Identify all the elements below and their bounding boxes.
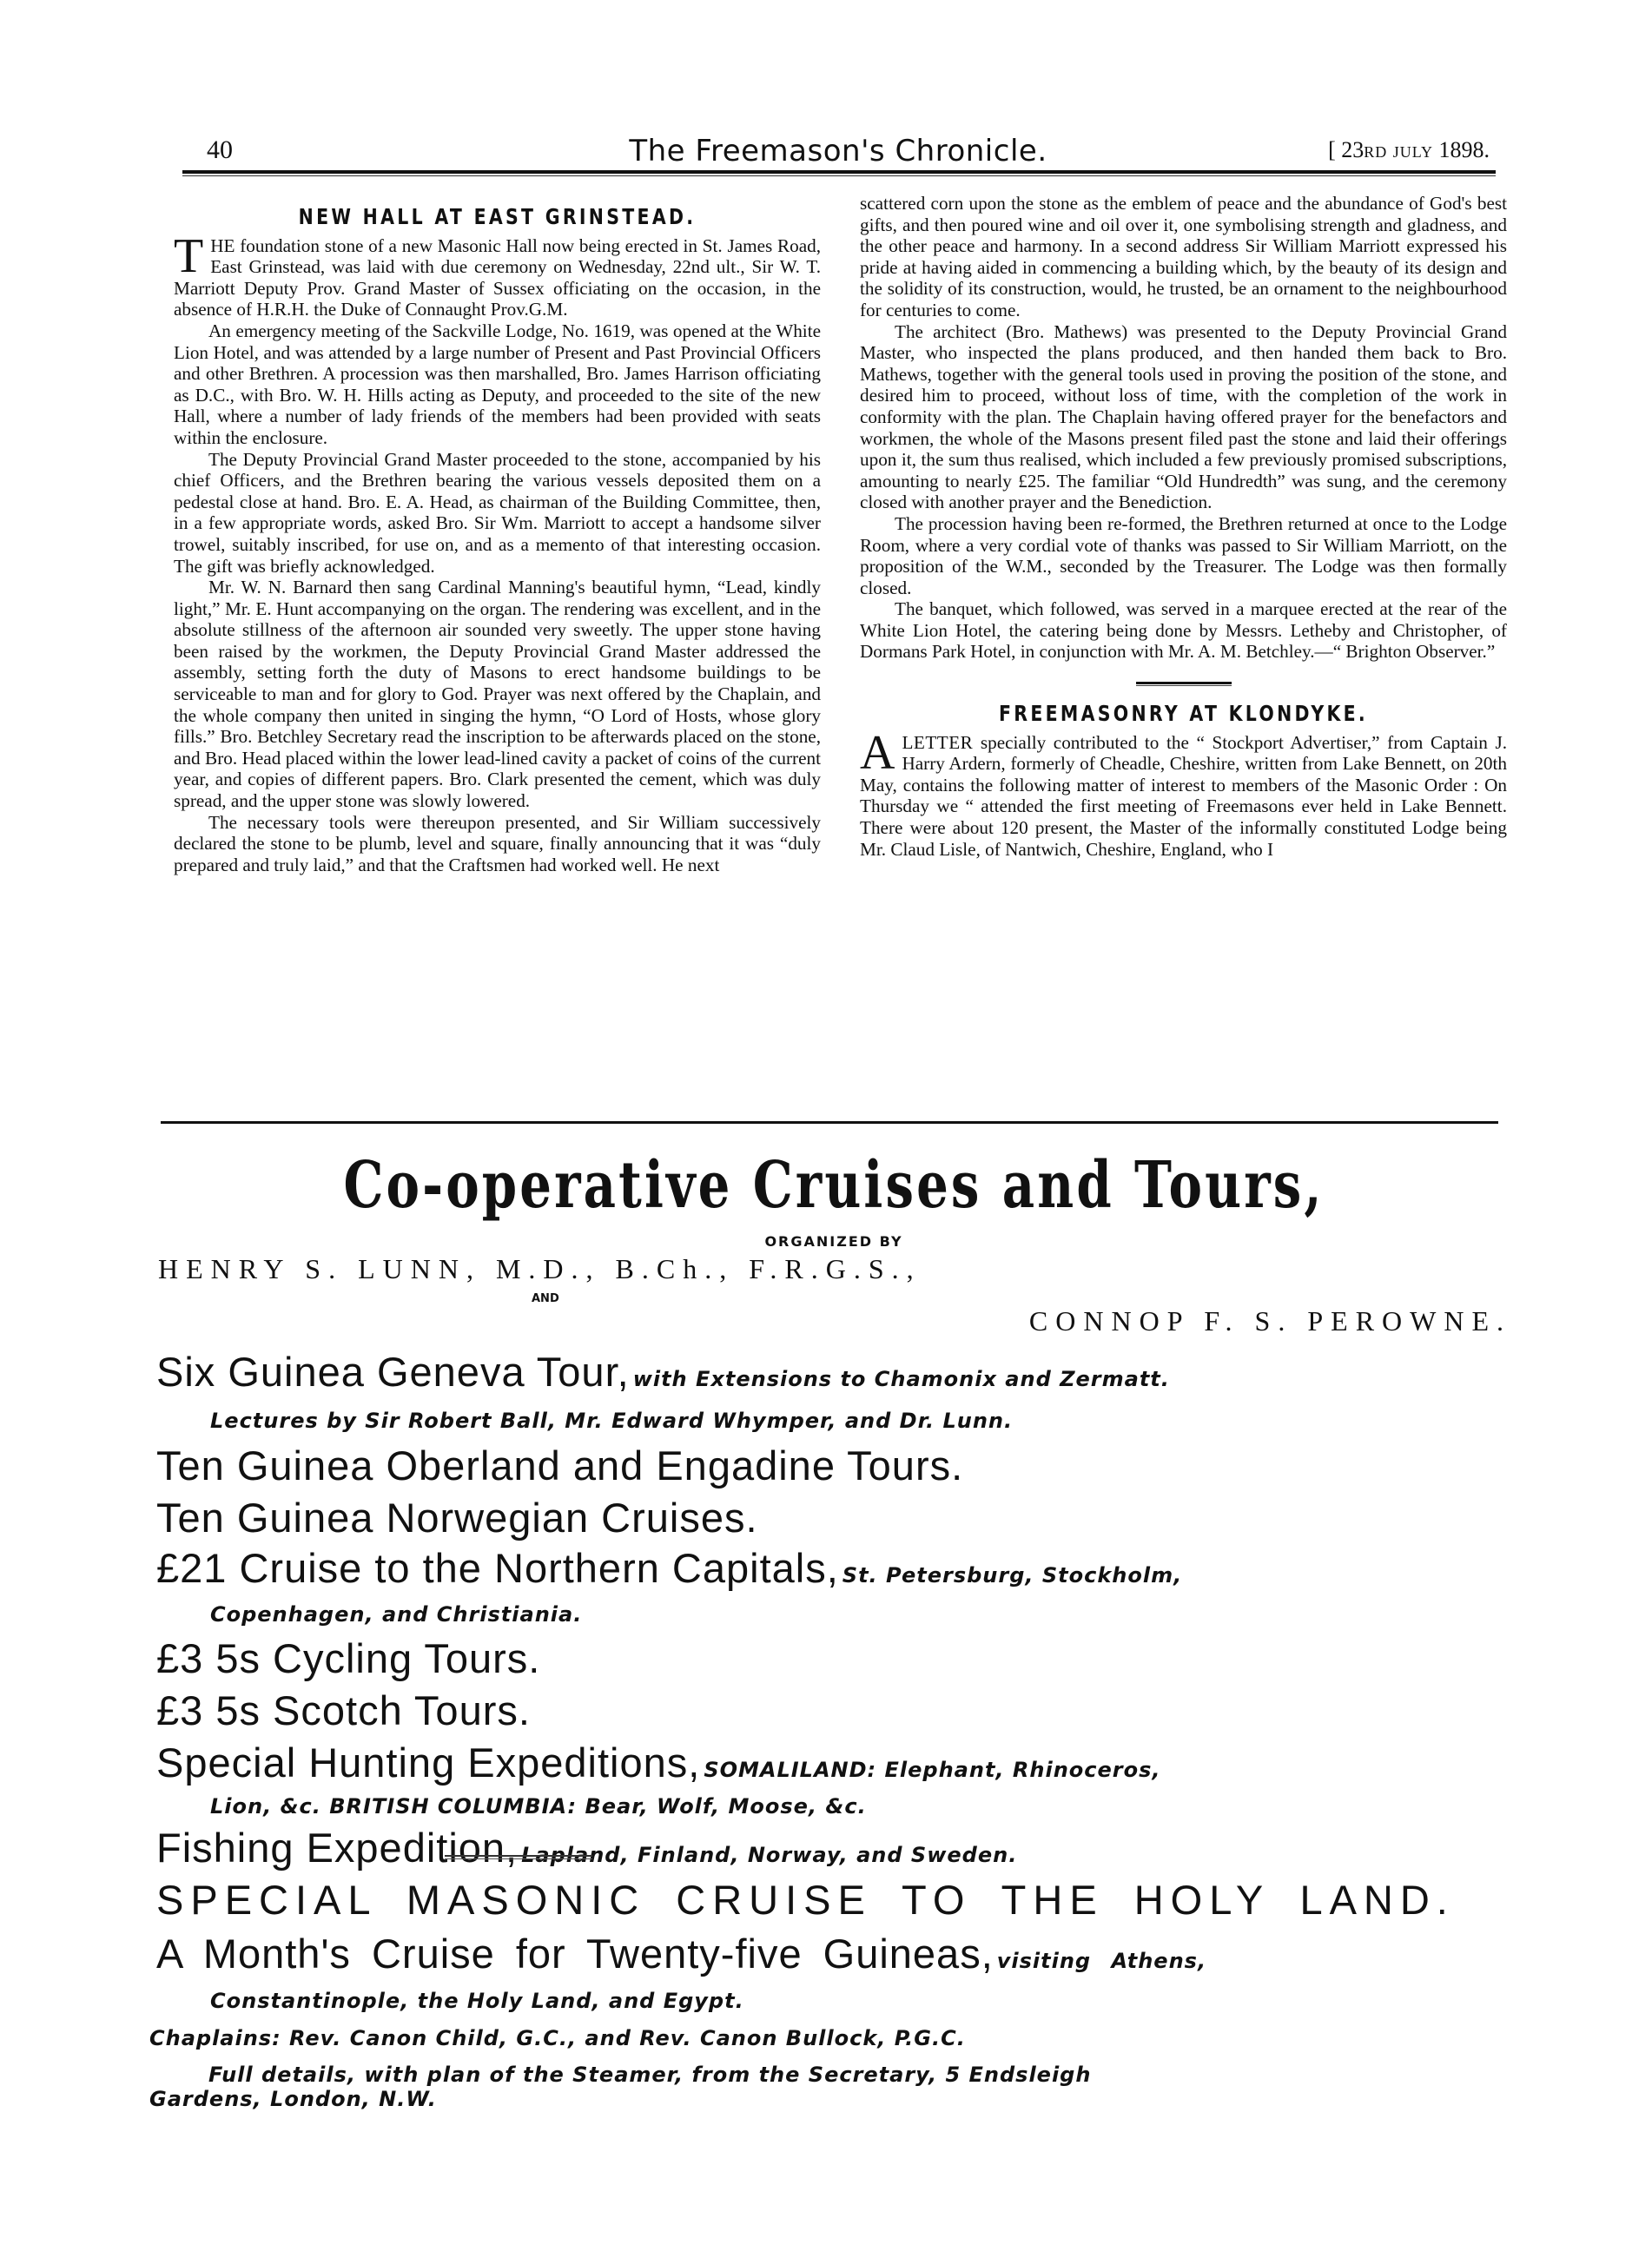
column-right: [860, 193, 1507, 860]
date-bracket: [: [1328, 137, 1336, 162]
page-header: [178, 129, 1498, 172]
issue-date: [1328, 137, 1490, 163]
holy-land-main: A Month's Cruise for Twenty-five Guineas,: [156, 1931, 994, 1977]
article-paragraph: The banquet, which followed, was served in a marquee erected at the rear of the White Lion Hotel, the catering being done by Messrs. Letheby and Christopher, of Dormans Park Hotel, in conjunction with Mr. A. M. Betchley.—“ Brighton Observer.”: [860, 598, 1507, 663]
holy-land-details-1: Full details, with plan of the Steamer, from the Secretary, 5 Endsleigh: [208, 2063, 1092, 2087]
ad-line-scotch: £3 5s Scotch Tours.: [156, 1687, 531, 1733]
ad-line-northern-capitals: [156, 1544, 1182, 1592]
date-year: 1898.: [1438, 137, 1490, 162]
holy-land-details-2: Gardens, London, N.W.: [149, 2087, 437, 2111]
header-rule: [182, 170, 1496, 176]
ad-title: Co-operative Cruises and Tours,: [343, 1148, 1325, 1223]
ad-line-main: Special Hunting Expeditions,: [156, 1739, 701, 1786]
ad-divider: [445, 1855, 592, 1859]
date-month: JULY: [1392, 143, 1433, 161]
ad-line-oberland: Ten Guinea Oberland and Engadine Tours.: [156, 1442, 964, 1489]
ad-organizer-1: HENRY S. LUNN, M.D., B.Ch., F.R.G.S.,: [158, 1253, 922, 1284]
page-number: 40: [207, 135, 233, 164]
ad-line-detail: with Extensions to Chamonix and Zermatt.: [632, 1367, 1170, 1391]
lead-caps: LETTER: [902, 731, 974, 753]
holy-land-detail-2: Constantinople, the Holy Land, and Egypt.: [210, 1989, 744, 2013]
ad-line-lectures: Lectures by Sir Robert Ball, Mr. Edward Whymper, and Dr. Lunn.: [210, 1409, 1014, 1433]
article-paragraph: The architect (Bro. Mathews) was presented to the Deputy Provincial Grand Master, who inspected the plans produced, and then handed them back to Bro. Mathews, together with the general tools used in proving the position of the stone, and desired him to proceed, without loss of time, with the completion of the work in conformity with the plan. The Chaplain having offered prayer for the benefactors and workmen, the whole of the Masons present filed past the stone and laid their offerings upon it, the sum thus realised, which included a few previously promised subscriptions, amounting to nearly £25. The familiar “Old Hundredth” was sung, and the ceremony closed with another prayer and the Benediction.: [860, 320, 1507, 513]
column-left: [174, 204, 821, 875]
drop-cap: A: [860, 725, 895, 780]
ad-line-british-columbia: Lion, &c. BRITISH COLUMBIA: Bear, Wolf, Moose, &c.: [210, 1794, 867, 1819]
article-paragraph: The procession having been re-formed, the Brethren returned at once to the Lodge Room, where a very cordial vote of thanks was passed to Sir William Marriott, on the proposition of the W.M., seconded by the Treasurer. The Lodge was then formally closed.: [860, 512, 1507, 598]
article-paragraph: An emergency meeting of the Sackville Lodge, No. 1619, was opened at the White Lion Hotel, and was attended by a large number of Present and Past Provincial Officers and other Brethren. A procession was then marshalled, Bro. James Harrison officiating as D.C., with Bro. W. H. Hills acting as Deputy, and proceeded to the site of the new Hall, where a number of lady friends of the members had been provided with seats within the enclosure.: [174, 320, 821, 448]
holy-land-chaplains: Chaplains: Rev. Canon Child, G.C., and Rev. Canon Bullock, P.G.C.: [149, 2026, 966, 2050]
drop-cap: T: [174, 228, 204, 283]
ad-line-main: Six Guinea Geneva Tour,: [156, 1349, 630, 1395]
advertisement-rule: [161, 1121, 1498, 1124]
ad-line-geneva: [156, 1348, 1170, 1396]
article-paragraph: [174, 228, 821, 320]
ad-organized-by: ORGANIZED BY: [764, 1233, 903, 1250]
ad-line-fishing: [156, 1824, 1017, 1871]
ad-line-copenhagen: Copenhagen, and Christiania.: [210, 1602, 583, 1627]
ad-organizer-2: CONNOP F. S. PEROWNE.: [1028, 1305, 1511, 1337]
section-divider: [1136, 682, 1232, 686]
date-suffix: RD: [1364, 143, 1388, 161]
article-paragraph: The Deputy Provincial Grand Master proceeded to the stone, accompanied by his chief Officers, and the Brethren bearing the various vessels deposited them on a pedestal close at hand. Bro. E. A. Head, as chairman of the Building Committee, then, in a few appropriate words, asked Bro. Sir Wm. Marriott to accept a handsome silver trowel, suitably inscribed, for use on, and as a memento of that interesting occasion. The gift was briefly acknowledged.: [174, 448, 821, 577]
article-paragraph: scattered corn upon the stone as the emblem of peace and the abundance of God's best gifts, and then poured wine and oil over it, one symbolising strength and gladness, and the other peace and harmony. In a second address Sir William Marriott expressed his pride at having aided in commencing a building which, by the beauty of its design and the solidity of its construction, would, he trusted, be an ornament to the neighbourhood for centuries to come.: [860, 193, 1507, 320]
article-headline: FREEMASONRY AT KLONDYKE.: [998, 701, 1369, 727]
ad-line-norwegian: Ten Guinea Norwegian Cruises.: [156, 1495, 758, 1541]
article-paragraph: Mr. W. N. Barnard then sang Cardinal Manning's beautiful hymn, “Lead, kindly light,” Mr. E. Hunt accompanying on the organ. The rendering was excellent, and in the absolute stillness of the afternoon air sounded very sweetly. The upper stone having been raised by the workmen, the Deputy Provincial Grand Master addressed the assembly, setting forth the duty of Masons to erect handsome buildings to be serviceable to man and for glory to God. Prayer was next offered by the Chaplain, and the whole company then united in singing the hymn, “O Lord of Hosts, whose glory fills.” Bro. Betchley Secretary read the inscription to be afterwards placed on the stone, and Bro. Head placed within the lower lead-lined cavity a packet of coins of the current year, and copies of different papers. Bro. Clark presented the cement, which was duly spread, and the upper stone was slowly lowered.: [174, 577, 821, 812]
ad-line-main: Fishing Expedition,: [156, 1825, 519, 1871]
ad-line-detail: St. Petersburg, Stockholm,: [842, 1563, 1183, 1588]
ad-line-detail: SOMALILAND: Elephant, Rhinoceros,: [704, 1758, 1161, 1782]
holy-land-detail-1: visiting Athens,: [996, 1949, 1207, 1973]
article-paragraph: [860, 725, 1507, 861]
masthead-title: The Freemason's Chronicle.: [629, 134, 1047, 168]
date-day: 23: [1341, 137, 1365, 162]
ad-line-cycling: £3 5s Cycling Tours.: [156, 1635, 541, 1681]
holy-land-title: SPECIAL MASONIC CRUISE TO THE HOLY LAND.: [156, 1877, 1455, 1923]
article-headline: NEW HALL AT EAST GRINSTEAD.: [298, 204, 697, 229]
holy-land-main-line: [156, 1930, 1206, 1977]
ad-line-main: £21 Cruise to the Northern Capitals,: [156, 1545, 839, 1591]
paragraph-text: HE foundation stone of a new Masonic Hall now being erected in St. James Road, East Grinstead, was laid with due ceremony on Wednesday, 22nd ult., Sir W. T. Marriott Deputy Prov. Grand Master of Sussex officiating on the occasion, in the absence of H.R.H. the Duke of Connaught Prov.G.M.: [174, 234, 821, 320]
ad-and: AND: [532, 1292, 559, 1305]
paragraph-text: specially contributed to the “ Stockport Advertiser,” from Captain J. Harry Ardern, formerly of Cheadle, Cheshire, written from Lake Bennett, on 20th May, contains the following matter of interest to members of the Masonic Order : On Thursday we “ attended the first meeting of Freemasons ever held in Lake Bennett. There were about 120 present, the Master of the informally constituted Lodge being Mr. Claud Lisle, of Nantwich, Cheshire, England, who I: [860, 731, 1507, 860]
article-paragraph: The necessary tools were thereupon presented, and Sir William successively declared the stone to be plumb, level and square, finally announcing that it was “duly prepared and truly laid,” and that the Craftsmen had worked well. He next: [174, 811, 821, 875]
ad-line-detail: Lapland, Finland, Norway, and Sweden.: [521, 1843, 1018, 1867]
ad-line-hunting: [156, 1739, 1161, 1786]
